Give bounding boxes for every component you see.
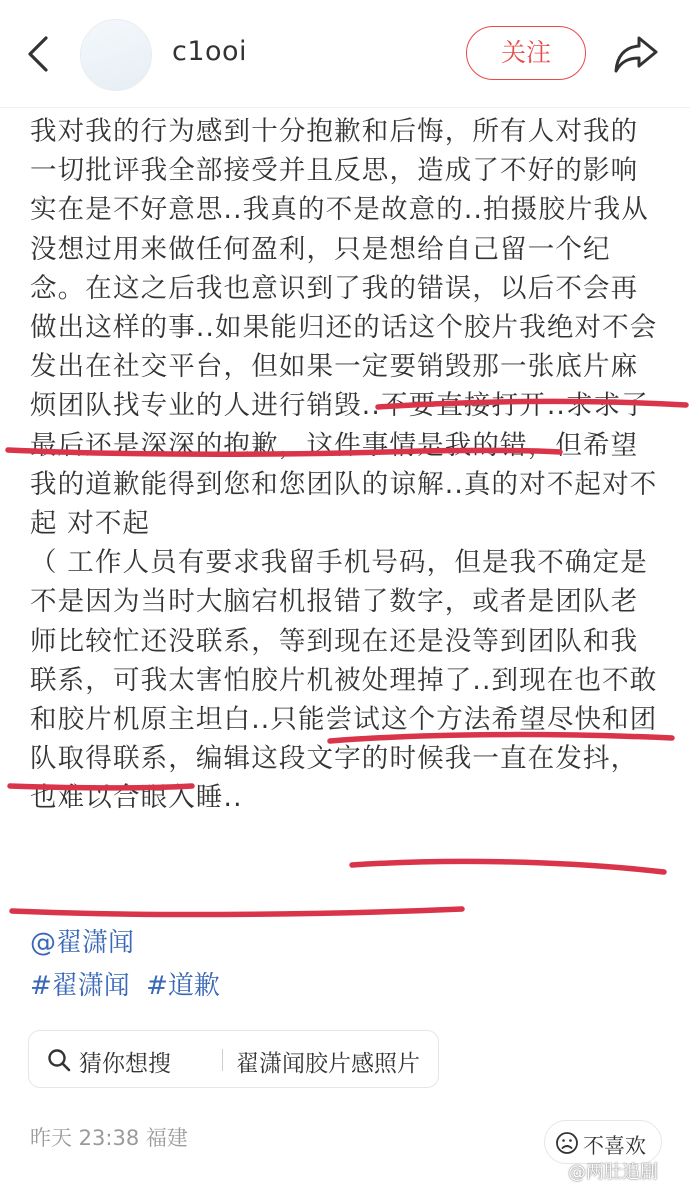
dislike-label: 不喜欢	[583, 1134, 646, 1158]
divider	[222, 1049, 223, 1071]
hashtag-link[interactable]: #道歉	[146, 971, 220, 1001]
follow-button[interactable]: 关注	[466, 26, 586, 80]
post-time-location: 昨天 23:38 福建	[30, 1126, 188, 1150]
avatar[interactable]	[80, 19, 152, 91]
suggested-search[interactable]	[28, 1030, 439, 1088]
back-arrow-icon[interactable]	[24, 34, 54, 74]
top-bar	[0, 0, 690, 108]
watermark: @两肚追剧	[568, 1162, 658, 1183]
mention-link[interactable]: @翟潇闻	[30, 928, 135, 958]
post-paragraph-1: 我对我的行为感到十分抱歉和后悔，所有人对我的一切批评我全部接受并且反思，造成了不好的影响实在是不好意思..我真的不是故意的..拍摄胶片我从没想过用来做任何盈利，只是想给自己留一个纪念。在这之后我也意识到了我的错误，以后不会再做出这样的事..如果能归还的话这个胶片我绝对不会发出在社交平台，但如果一定要销毁那一张底片麻烦团队找专业的人进行销毁..不要直接打开..求求了	[30, 116, 658, 422]
hashtag-link[interactable]: #翟潇闻	[30, 971, 130, 1001]
share-icon[interactable]	[612, 32, 660, 76]
frown-face-icon	[555, 1131, 579, 1155]
username[interactable]: c1ooi	[172, 36, 248, 67]
search-icon	[47, 1048, 71, 1072]
post-body	[30, 112, 662, 818]
search-suggestion-label: 猜你想搜	[79, 1051, 171, 1077]
post-paragraph-2: 最后还是深深的抱歉，这件事情是我的错，但希望我的道歉能得到您和您团队的谅解..真的对不起对不起 对不起	[30, 429, 658, 540]
post-paragraph-3: （ 工作人员有要求我留手机号码，但是我不确定是不是因为当时大脑宕机报错了数字，或者是团队老师比较忙还没联系，等到现在还是没等到团队和我联系，可我太害怕胶片机被处理掉了..到现在也不敢和胶片机原主坦白..只能尝试这个方法希望尽快和团队取得联系，编辑这段文字的时候我一直在发抖，也难以合眼入睡..	[30, 547, 658, 814]
hashtag-list	[30, 965, 228, 1002]
search-suggestion-term[interactable]: 翟潇闻胶片感照片	[236, 1051, 420, 1077]
